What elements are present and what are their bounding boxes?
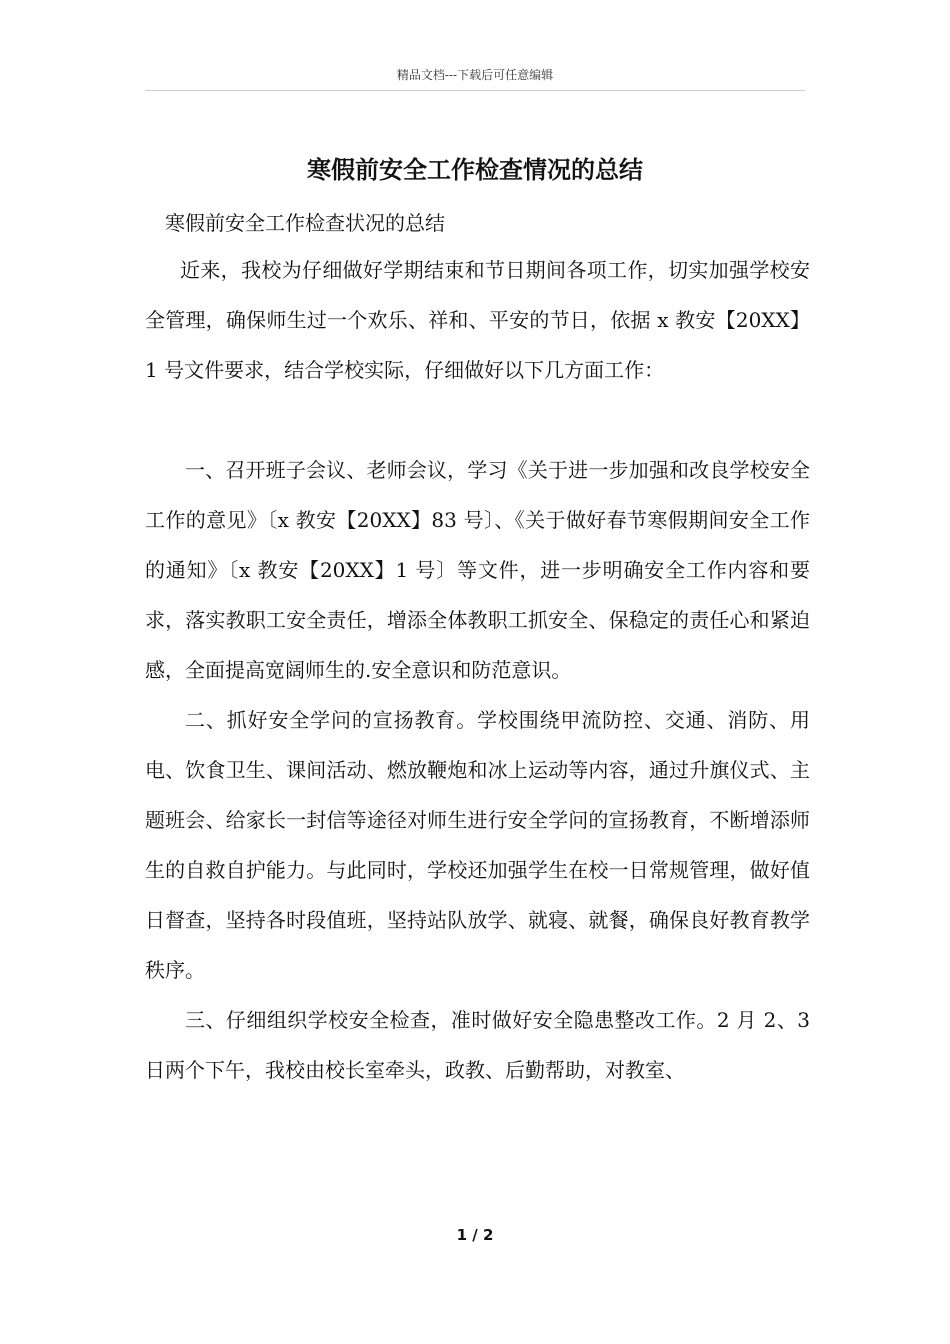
document-body <box>145 245 810 1095</box>
paragraph-section-1: 一、召开班子会议、老师会议，学习《关于进一步加强和改良学校安全工作的意见》〔x 教安【20XX】83 号〕、《关于做好春节寒假期间安全工作的通知》〔x 教安【20XX】1 号〕等文件，进一步明确安全工作内容和要求，落实教职工安全责任，增添全体教职工抓安全、保稳定的责任心和紧迫感，全面提高宽阔师生的.安全意识和防范意识。 <box>145 458 810 682</box>
paragraph-intro: 近来，我校为仔细做好学期结束和节日期间各项工作，切实加强学校安全管理，确保师生过一个欢乐、祥和、平安的节日，依据 x 教安【20XX】1 号文件要求，结合学校实际，仔细做好以下几方面工作： <box>145 258 810 382</box>
document-title: 寒假前安全工作检查情况的总结 <box>307 155 643 184</box>
paragraph-spacer <box>145 395 810 445</box>
document-subtitle: 寒假前安全工作检查状况的总结 <box>165 211 445 235</box>
page-number: 1 / 2 <box>456 1226 494 1244</box>
header-note: 精品文档---下载后可任意编辑 <box>396 68 554 82</box>
paragraph-section-2: 二、抓好安全学问的宣扬教育。学校围绕甲流防控、交通、消防、用电、饮食卫生、课间活动、燃放鞭炮和冰上运动等内容，通过升旗仪式、主题班会、给家长一封信等途径对师生进行安全学问的宣扬教育，不断增添师生的自救自护能力。与此同时，学校还加强学生在校一日常规管理，做好值日督查，坚持各时段值班，坚持站队放学、就寝、就餐，确保良好教育教学秩序。 <box>145 708 810 982</box>
header-divider <box>145 90 805 91</box>
paragraph-section-3: 三、仔细组织学校安全检查，准时做好安全隐患整改工作。2 月 2、3 日两个下午，我校由校长室牵头，政教、后勤帮助，对教室、 <box>145 1008 810 1082</box>
